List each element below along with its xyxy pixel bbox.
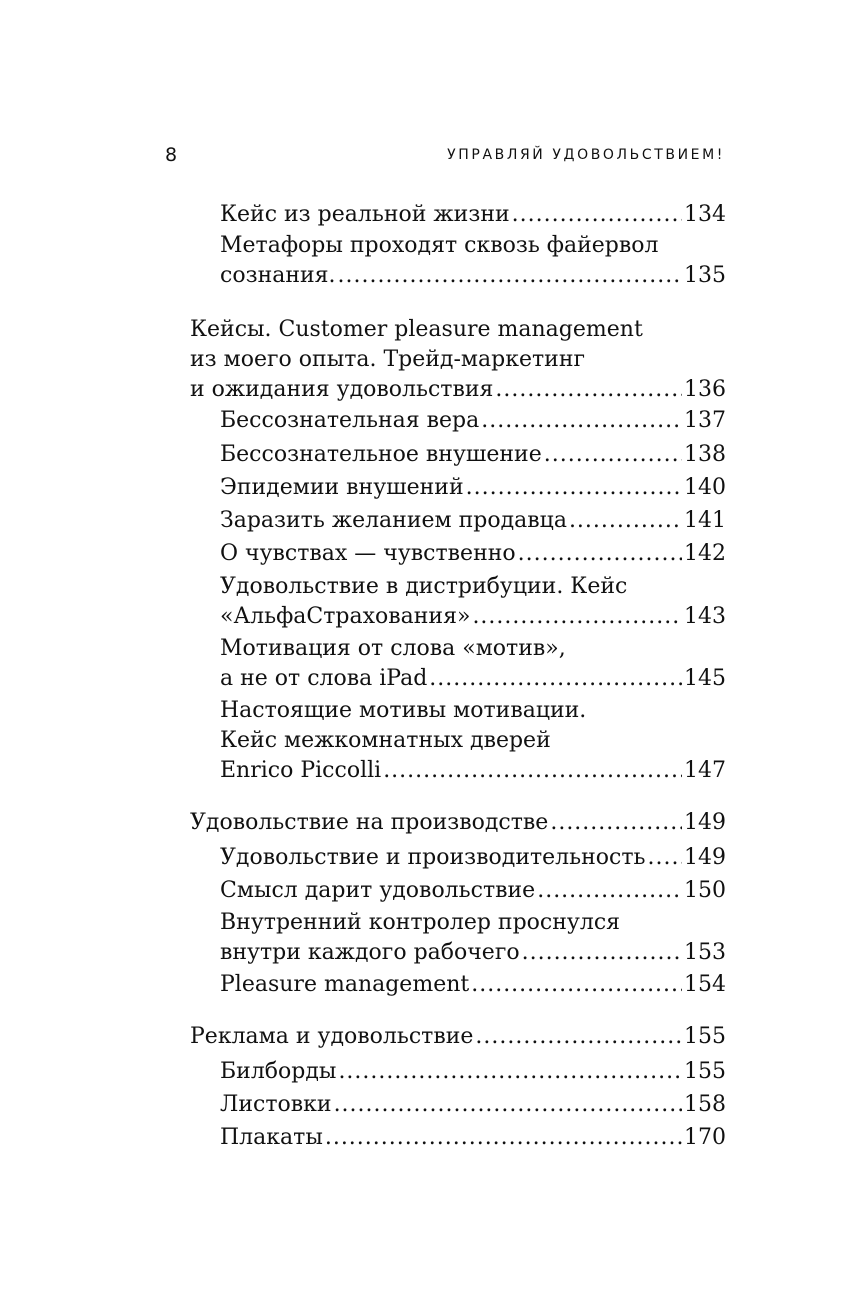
toc-entry	[220, 876, 726, 906]
toc-entry-title: Pleasure management	[220, 972, 470, 997]
toc-page-number: 135	[684, 263, 726, 288]
toc-page-number: 134	[684, 202, 726, 227]
toc-page-number: 155	[684, 1059, 726, 1084]
toc-page-number: 170	[684, 1125, 726, 1150]
dot-leader	[334, 1090, 682, 1120]
toc-page-number: 153	[684, 940, 726, 965]
toc-entry-title: Реклама и удовольствие	[190, 1024, 474, 1049]
toc-page-number: 149	[684, 810, 726, 835]
toc-entry	[190, 808, 726, 838]
dot-leader	[466, 473, 682, 503]
dot-leader	[648, 843, 683, 873]
toc-entry-title: Билборды	[220, 1059, 337, 1084]
toc-entry-title: Настоящие мотивы мотивации.	[220, 698, 587, 723]
toc-entry-title: из моего опыта. Трейд-маркетинг	[190, 347, 586, 372]
toc-entry	[220, 539, 726, 569]
toc-entry-title: внутри каждого рабочего	[220, 940, 520, 965]
dot-leader	[544, 440, 682, 470]
toc-entry	[220, 572, 726, 632]
toc-entry	[220, 440, 726, 470]
toc-page-number: 143	[684, 604, 726, 629]
toc-entry	[220, 231, 726, 291]
toc-page-number: 149	[684, 845, 726, 870]
dot-leader	[569, 506, 682, 536]
toc-entry-title: О чувствах — чувственно	[220, 541, 516, 566]
toc-page-number: 150	[684, 878, 726, 903]
dot-leader	[550, 808, 682, 838]
dot-leader	[518, 539, 682, 569]
dot-leader	[522, 938, 682, 968]
toc-entry-title: «АльфаСтрахования»	[220, 604, 471, 629]
toc-page-number: 137	[684, 408, 726, 433]
dot-leader	[383, 756, 682, 786]
dot-leader	[325, 1123, 682, 1153]
toc-entry	[220, 634, 726, 694]
toc-entry	[190, 315, 726, 405]
toc-entry-title: Кейсы. Customer pleasure management	[190, 317, 643, 342]
toc-entry-title: Заразить желанием продавца	[220, 508, 567, 533]
dot-leader	[481, 406, 682, 436]
toc-page-number: 140	[684, 475, 726, 500]
toc-page-number: 158	[684, 1092, 726, 1117]
toc-page-number: 141	[684, 508, 726, 533]
toc-entry-title: Плакаты	[220, 1125, 323, 1150]
toc-page-number: 136	[684, 377, 726, 402]
toc-entry-title: Мотивация от слова «мотив»,	[220, 636, 566, 661]
toc-entry-title: Удовольствие в дистрибуции. Кейс	[220, 574, 628, 599]
toc-entry	[220, 1090, 726, 1120]
toc-entry	[220, 843, 726, 873]
page-header	[165, 140, 725, 170]
toc-entry	[220, 970, 726, 1000]
toc-entry-title: Кейс межкомнатных дверей	[220, 728, 551, 753]
toc-page-number: 154	[684, 972, 726, 997]
table-of-contents	[190, 200, 726, 1153]
dot-leader	[429, 664, 682, 694]
toc-entry-title: Смысл дарит удовольствие	[220, 878, 536, 903]
toc-entry	[220, 696, 726, 786]
dot-leader	[512, 200, 682, 230]
dot-leader	[338, 1057, 682, 1087]
toc-entry-title: Кейс из реальной жизни	[220, 202, 510, 227]
toc-entry-title: Бессознательное внушение	[220, 442, 542, 467]
toc-entry-title: Бессознательная вера	[220, 408, 480, 433]
dot-leader	[475, 1022, 682, 1052]
toc-entry-title: Внутренний контролер проснулся	[220, 910, 621, 935]
page-number: 8	[165, 144, 178, 166]
entry-spacer	[190, 291, 726, 315]
toc-page-number: 145	[684, 666, 726, 691]
toc-entry-title: и ожидания удовольствия	[190, 377, 494, 402]
entry-spacer	[190, 786, 726, 808]
toc-entry	[220, 908, 726, 968]
toc-page-number: 138	[684, 442, 726, 467]
entry-spacer	[190, 1000, 726, 1022]
toc-page-number: 147	[684, 758, 726, 783]
toc-entry	[220, 406, 726, 436]
toc-entry-title: Удовольствие на производстве	[190, 810, 549, 835]
dot-leader	[471, 970, 682, 1000]
toc-entry	[220, 1057, 726, 1087]
toc-entry-title: Метафоры проходят сквозь файервол	[220, 233, 659, 258]
toc-page-number: 155	[684, 1024, 726, 1049]
toc-entry-title: Enrico Piccolli	[220, 758, 382, 783]
toc-page-number: 142	[684, 541, 726, 566]
toc-entry-title: Листовки	[220, 1092, 332, 1117]
toc-entry-title: Удовольствие и производительность	[220, 845, 646, 870]
dot-leader	[338, 261, 682, 291]
dot-leader	[472, 602, 682, 632]
toc-entry	[220, 200, 726, 230]
toc-entry	[190, 1022, 726, 1052]
toc-entry-title: а не от слова iPad	[220, 666, 428, 691]
toc-entry	[220, 1123, 726, 1153]
dot-leader	[537, 876, 682, 906]
toc-entry	[220, 473, 726, 503]
dot-leader	[495, 375, 682, 405]
toc-entry-title: Эпидемии внушений	[220, 475, 464, 500]
toc-entry-title: сознания.	[220, 263, 336, 288]
running-title: УПРАВЛЯЙ УДОВОЛЬСТВИЕМ!	[447, 147, 725, 163]
toc-entry	[220, 506, 726, 536]
